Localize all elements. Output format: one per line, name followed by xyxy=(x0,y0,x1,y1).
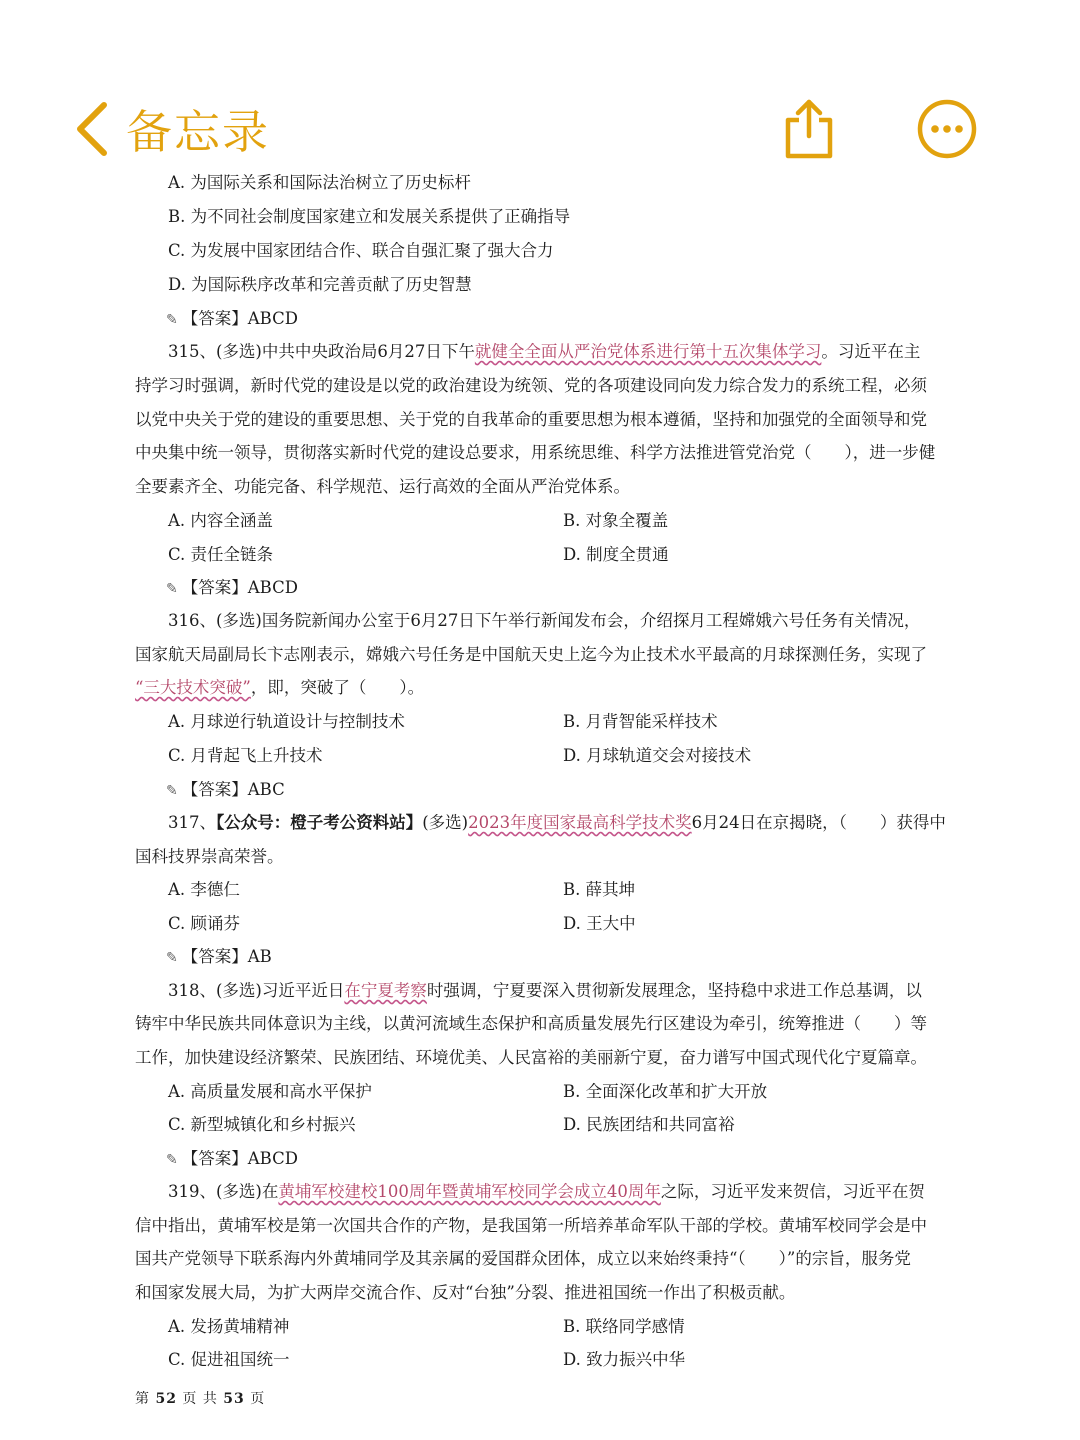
question-316-line-2: 国家航天局副局长卞志刚表示，嫦娥六号任务是中国航天史上迄今为止技术水平最高的月球探测任务，实现了 xyxy=(135,645,927,664)
answer-315: ✎ 【答案】ABCD xyxy=(166,578,298,597)
question-315-line-1: 315、(多选)中共中央政治局6月27日下午就健全全面从严治党体系进行第十五次集体学习。习近平在主 xyxy=(168,342,921,361)
question-319-line-3: 国共产党领导下联系海内外黄埔同学及其亲属的爱国群众团体，成立以来始终秉持“（ ）”的宗旨，服务党 xyxy=(135,1249,911,1268)
option-318-d: D. 民族团结和共同富裕 xyxy=(563,1115,735,1134)
pencil-icon: ✎ xyxy=(166,312,178,328)
question-315-line-3: 以党中央关于党的建设的重要思想、关于党的自我革命的重要思想为根本遵循，坚持和加强党的全面领导和党 xyxy=(135,410,927,429)
underlined-text: 黄埔军校建校100周年暨黄埔军校同学会成立40周年 xyxy=(278,1182,661,1201)
promo-label: 【公众号：橙子考公资料站】 xyxy=(216,813,423,832)
notes-nav-bar xyxy=(0,0,1080,170)
option-314-d: D. 为国际秩序改革和完善贡献了历史智慧 xyxy=(168,275,472,294)
option-316-d: D. 月球轨道交会对接技术 xyxy=(563,746,752,765)
answer-316: ✎ 【答案】ABC xyxy=(166,780,285,799)
option-318-c: C. 新型城镇化和乡村振兴 xyxy=(168,1115,356,1134)
option-319-d: D. 致力振兴中华 xyxy=(563,1350,686,1369)
underlined-text: 在宁夏考察 xyxy=(344,981,427,1000)
option-316-b: B. 月背智能采样技术 xyxy=(563,712,718,731)
option-316-a: A. 月球逆行轨道设计与控制技术 xyxy=(168,712,405,731)
pencil-icon: ✎ xyxy=(166,581,178,597)
question-319-line-2: 信中指出，黄埔军校是第一次国共合作的产物，是我国第一所培养革命军队干部的学校。黄埔军校同学会是中 xyxy=(135,1216,927,1235)
option-317-b: B. 薛其坤 xyxy=(563,880,636,899)
underlined-text: “三大技术突破” xyxy=(135,678,251,697)
pencil-icon: ✎ xyxy=(166,783,178,799)
option-319-a: A. 发扬黄埔精神 xyxy=(168,1317,290,1336)
option-317-c: C. 顾诵芬 xyxy=(168,914,241,933)
question-316-line-1: 316、(多选)国务院新闻办公室于6月27日下午举行新闻发布会，介绍探月工程嫦娥六号任务有关情况， xyxy=(168,611,921,630)
question-317-line-2: 国科技界崇高荣誉。 xyxy=(135,847,284,866)
option-314-a: A. 为国际关系和国际法治树立了历史标杆 xyxy=(168,173,471,192)
option-315-d: D. 制度全贯通 xyxy=(563,545,669,564)
question-318-line-1: 318、(多选)习近平近日在宁夏考察时强调，宁夏要深入贯彻新发展理念，坚持稳中求进工作总基调，以 xyxy=(168,981,922,1000)
question-319-line-4: 和国家发展大局，为扩大两岸交流合作、反对“台独”分裂、推进祖国统一作出了积极贡献。 xyxy=(135,1283,796,1302)
page-footer: 第 52 页 共 53 页 xyxy=(135,1391,266,1407)
underlined-text: 就健全全面从严治党体系进行第十五次集体学习 xyxy=(474,342,822,361)
option-319-b: B. 联络同学感情 xyxy=(563,1317,685,1336)
option-315-a: A. 内容全涵盖 xyxy=(168,511,273,530)
answer-318: ✎ 【答案】ABCD xyxy=(166,1149,298,1168)
question-317-line-1: 317、【公众号：橙子考公资料站】(多选)2023年度国家最高科学技术奖6月24日在京揭晓，（ ）获得中 xyxy=(168,813,946,832)
question-318-line-3: 工作，加快建设经济繁荣、民族团结、环境优美、人民富裕的美丽新宁夏，奋力谱写中国式现代化宁夏篇章。 xyxy=(135,1048,927,1067)
option-315-b: B. 对象全覆盖 xyxy=(563,511,669,530)
pencil-icon: ✎ xyxy=(166,950,178,966)
option-318-a: A. 高质量发展和高水平保护 xyxy=(168,1082,372,1101)
chevron-left-icon xyxy=(72,99,112,159)
answer-314: ✎ 【答案】ABCD xyxy=(166,309,298,328)
question-315-line-2: 持学习时强调，新时代党的建设是以党的政治建设为统领、党的各项建设同向发力综合发力的系统工程，必须 xyxy=(135,376,927,395)
question-319-line-1: 319、(多选)在黄埔军校建校100周年暨黄埔军校同学会成立40周年之际，习近平发来贺信，习近平在贺 xyxy=(168,1182,925,1201)
option-314-b: B. 为不同社会制度国家建立和发展关系提供了正确指导 xyxy=(168,207,571,226)
option-316-c: C. 月背起飞上升技术 xyxy=(168,746,323,765)
option-318-b: B. 全面深化改革和扩大开放 xyxy=(563,1082,768,1101)
answer-317: ✎ 【答案】AB xyxy=(166,947,272,966)
back-label: 备忘录 xyxy=(126,105,270,159)
share-icon[interactable] xyxy=(782,98,836,160)
option-315-c: C. 责任全链条 xyxy=(168,545,274,564)
question-318-line-2: 铸牢中华民族共同体意识为主线，以黄河流域生态保护和高质量发展先行区建设为牵引，统筹推进（ ）等 xyxy=(135,1014,927,1033)
option-317-d: D. 王大中 xyxy=(563,914,636,933)
option-314-c: C. 为发展中国家团结合作、联合自强汇聚了强大合力 xyxy=(168,241,554,260)
underlined-text: 2023年度国家最高科学技术奖 xyxy=(468,813,692,832)
question-316-line-3: “三大技术突破”，即，突破了（ ）。 xyxy=(135,678,425,697)
more-icon[interactable] xyxy=(916,98,978,160)
back-button[interactable] xyxy=(72,96,270,162)
question-315-line-5: 全要素齐全、功能完备、科学规范、运行高效的全面从严治党体系。 xyxy=(135,477,630,496)
option-317-a: A. 李德仁 xyxy=(168,880,240,899)
option-319-c: C. 促进祖国统一 xyxy=(168,1350,290,1369)
question-315-line-4: 中央集中统一领导，贯彻落实新时代党的建设总要求，用系统思维、科学方法推进管党治党（ ），进一步健 xyxy=(135,443,936,462)
pencil-icon: ✎ xyxy=(166,1152,178,1168)
